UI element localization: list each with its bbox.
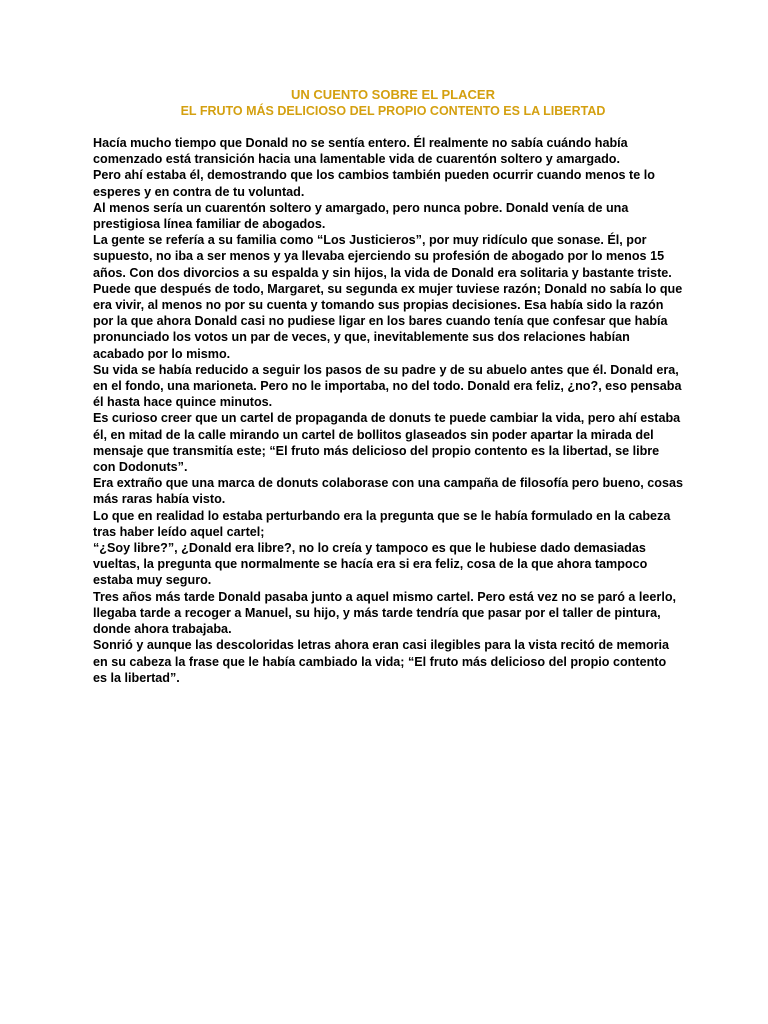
document-title: UN CUENTO SOBRE EL PLACER bbox=[291, 87, 495, 102]
paragraph-8: Era extraño que una marca de donuts colaborase con una campaña de filosofía pero bueno, cosas más raras había visto. bbox=[93, 476, 683, 507]
story-body bbox=[93, 135, 683, 686]
document-subtitle: EL FRUTO MÁS DELICIOSO DEL PROPIO CONTENTO ES LA LIBERTAD bbox=[180, 104, 606, 118]
paragraph-2: Pero ahí estaba él, demostrando que los cambios también pueden ocurrir cuando menos te lo esperes y en contra de tu voluntad. bbox=[93, 168, 655, 199]
paragraph-12: Sonrió y aunque las descoloridas letras ahora eran casi ilegibles para la vista recitó de memoria en su cabeza la frase que le había cambiado la vida; “El fruto más delicioso del propio contento es la libertad”. bbox=[93, 638, 670, 685]
paragraph-4: La gente se refería a su familia como “Los Justicieros”, por muy ridículo que sonase. Él, por supuesto, no iba a ser menos y ya llevaba ejerciendo su profesión de abogado por lo menos 15 años. Con dos divorcios a su espalda y sin hijos, la vida de Donald era solitaria y bastante triste. bbox=[93, 233, 672, 280]
paragraph-10: “¿Soy libre?”, ¿Donald era libre?, no lo creía y tampoco es que le hubiese dado demasiadas vueltas, la pregunta que normalmente se hacía era si era feliz, cosa de la que ahora tampoco estaba muy seguro. bbox=[93, 541, 648, 588]
paragraph-9: Lo que en realidad lo estaba perturbando era la pregunta que se le había formulado en la cabeza tras haber leído aquel cartel; bbox=[93, 508, 671, 539]
paragraph-6: Su vida se había reducido a seguir los pasos de su padre y de su abuelo antes que él. Donald era, en el fondo, una marioneta. Pero no le importaba, no del todo. Donald era feliz, ¿no?, eso pensaba él hasta hace quince minutos. bbox=[93, 362, 682, 410]
paragraph-1: Hacía mucho tiempo que Donald no se sentía entero. Él realmente no sabía cuándo había comenzado está transición hacia una lamentable vida de cuarentón soltero y amargado. bbox=[93, 136, 628, 167]
paragraph-3: Al menos sería un cuarentón soltero y amargado, pero nunca pobre. Donald venía de una prestigiosa línea familiar de abogados. bbox=[93, 200, 629, 232]
paragraph-7: Es curioso creer que un cartel de propaganda de donuts te puede cambiar la vida, pero ahí estaba él, en mitad de la calle mirando un cartel de bollitos glaseados sin poder apartar la mirada del mensaje que transmitía este; “El fruto más delicioso del propio contento es la libertad, se libre con Dodonuts”. bbox=[93, 411, 681, 475]
paragraph-5: Puede que después de todo, Margaret, su segunda ex mujer tuviese razón; Donald no sabía lo que era vivir, al menos no por su cuenta y tomando sus propias decisiones. Esa había sido la razón por la que ahora Donald casi no pudiese ligar en los bares cuando tenía que confesar que había pronunciado los votos un par de veces, y que, inevitablemente sus dos relaciones habían acabado por lo mismo. bbox=[93, 281, 683, 361]
paragraph-11: Tres años más tarde Donald pasaba junto a aquel mismo cartel. Pero está vez no se paró a leerlo, llegaba tarde a recoger a Manuel, su hijo, y más tarde tendría que pasar por el taller de pintura, donde ahora trabajaba. bbox=[93, 589, 677, 637]
title-block bbox=[0, 87, 768, 119]
